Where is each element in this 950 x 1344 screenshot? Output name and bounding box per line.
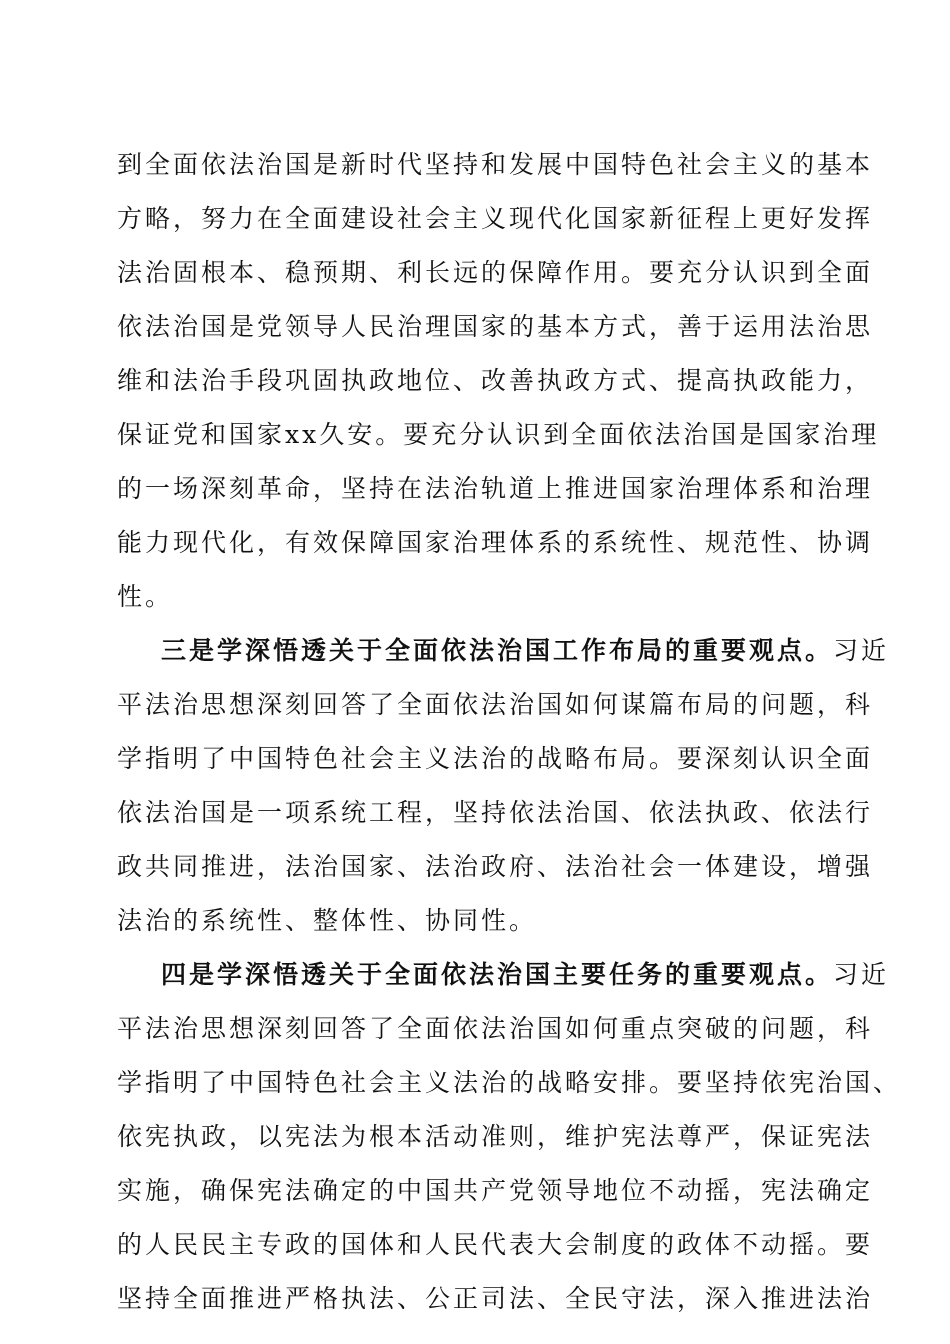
paragraph-first-line-rest: 习近	[833, 960, 890, 989]
body-line: 学指明了中国特色社会主义法治的战略布局。要深刻认识全面	[117, 744, 874, 773]
body-line: 依法治国是党领导人民治理国家的基本方式，善于运用法治思	[117, 312, 874, 341]
body-line: 的人民民主专政的国体和人民代表大会制度的政体不动摇。要	[117, 1230, 874, 1259]
paragraph-first-line	[117, 624, 890, 678]
body-line: 方略，努力在全面建设社会主义现代化国家新征程上更好发挥	[117, 204, 874, 233]
body-line: 维和法治手段巩固执政地位、改善执政方式、提高执政能力，	[117, 366, 874, 395]
body-line: 到全面依法治国是新时代坚持和发展中国特色社会主义的基本	[117, 150, 874, 179]
body-line: 法治固根本、稳预期、利长远的保障作用。要充分认识到全面	[117, 258, 874, 287]
body-line: 学指明了中国特色社会主义法治的战略安排。要坚持依宪治国、	[117, 1068, 902, 1097]
body-line: 法治的系统性、整体性、协同性。	[117, 906, 538, 935]
body-line: 依宪执政，以宪法为根本活动准则，维护宪法尊严，保证宪法	[117, 1122, 874, 1151]
paragraph-first-line	[117, 948, 890, 1002]
body-line: 坚持全面推进严格执法、公正司法、全民守法，深入推进法治	[117, 1284, 874, 1313]
paragraph-heading: 三是学深悟透关于全面依法治国工作布局的重要观点。	[161, 636, 834, 665]
body-line: 依法治国是一项系统工程，坚持依法治国、依法执政、依法行	[117, 798, 874, 827]
paragraph-heading: 四是学深悟透关于全面依法治国主要任务的重要观点。	[161, 960, 834, 989]
document-body	[117, 138, 902, 1326]
body-line: 保证党和国家xx久安。要充分认识到全面依法治国是国家治理	[117, 420, 880, 449]
body-line: 平法治思想深刻回答了全面依法治国如何谋篇布局的问题，科	[117, 690, 874, 719]
body-line: 平法治思想深刻回答了全面依法治国如何重点突破的问题，科	[117, 1014, 874, 1043]
paragraph-first-line-rest: 习近	[833, 636, 890, 665]
body-line: 政共同推进，法治国家、法治政府、法治社会一体建设，增强	[117, 852, 874, 881]
body-line: 实施，确保宪法确定的中国共产党领导地位不动摇，宪法确定	[117, 1176, 874, 1205]
body-line: 的一场深刻革命，坚持在法治轨道上推进国家治理体系和治理	[117, 474, 874, 503]
body-line: 能力现代化，有效保障国家治理体系的系统性、规范性、协调	[117, 528, 874, 557]
body-line: 性。	[117, 582, 174, 611]
